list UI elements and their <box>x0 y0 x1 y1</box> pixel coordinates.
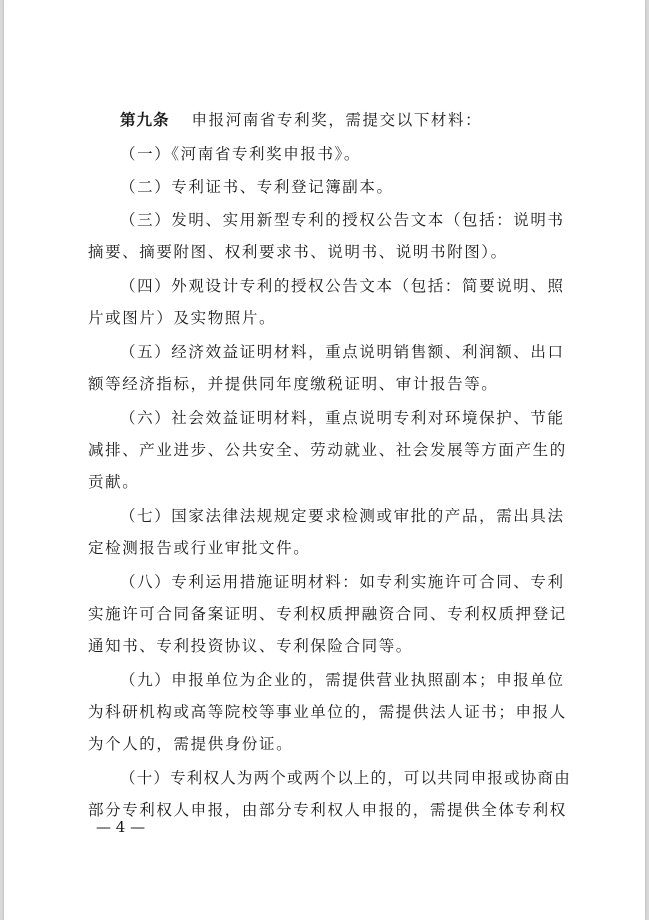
document-page <box>4 0 645 920</box>
paragraph-line: （一）《河南省专利奖申报书》。 <box>120 145 362 163</box>
paragraph-line: （七）国家法律法规规定要求检测或审批的产品，需出具法 <box>120 507 565 525</box>
paragraph-line: 通知书、专利投资协议、专利保险合同等。 <box>88 637 413 655</box>
paragraph-line: 定检测报告或行业审批文件。 <box>88 539 311 557</box>
paragraph-line: （三）发明、实用新型专利的授权公告文本（包括：说明书 <box>120 211 565 229</box>
paragraph-line: 实施许可合同备案证明、专利权质押融资合同、专利权质押登记 <box>88 605 567 623</box>
paragraph-line: 减排、产业进步、公共安全、劳动就业、社会发展等方面产生的 <box>88 441 567 459</box>
article-heading <box>120 110 482 130</box>
paragraph-line: （四）外观设计专利的授权公告文本（包括：简要说明、照 <box>120 277 565 295</box>
paragraph-line: （八）专利运用措施证明材料：如专利实施许可合同、专利 <box>120 573 565 591</box>
paragraph-line: （十）专利权人为两个或两个以上的，可以共同申报或协商由 <box>120 769 571 787</box>
paragraph-line: 片或图片）及实物照片。 <box>88 309 277 327</box>
paragraph-line: 额等经济指标，并提供同年度缴税证明、审计报告等。 <box>88 375 499 393</box>
paragraph-line: 贡献。 <box>88 473 140 491</box>
paragraph-line: 为个人的，需提供身份证。 <box>88 735 294 753</box>
article-intro: 申报河南省专利奖，需提交以下材料： <box>191 111 483 129</box>
paragraph-line: （二）专利证书、专利登记簿副本。 <box>120 178 394 196</box>
page-number: — 4 — <box>96 818 146 836</box>
paragraph-line: （六）社会效益证明材料，重点说明专利对环境保护、节能 <box>120 409 565 427</box>
paragraph-line: 部分专利权人申报，由部分专利权人申报的，需提供全体专利权 <box>88 801 567 819</box>
article-title: 第九条 <box>120 110 170 129</box>
paragraph-line: 为科研机构或高等院校等事业单位的，需提供法人证书；申报人 <box>88 703 567 721</box>
paragraph-line: 摘要、摘要附图、权利要求书、说明书、说明书附图）。 <box>88 243 508 261</box>
paragraph-line: （五）经济效益证明材料，重点说明销售额、利润额、出口 <box>120 343 565 361</box>
paragraph-line: （九）申报单位为企业的，需提供营业执照副本；申报单位 <box>120 671 565 689</box>
